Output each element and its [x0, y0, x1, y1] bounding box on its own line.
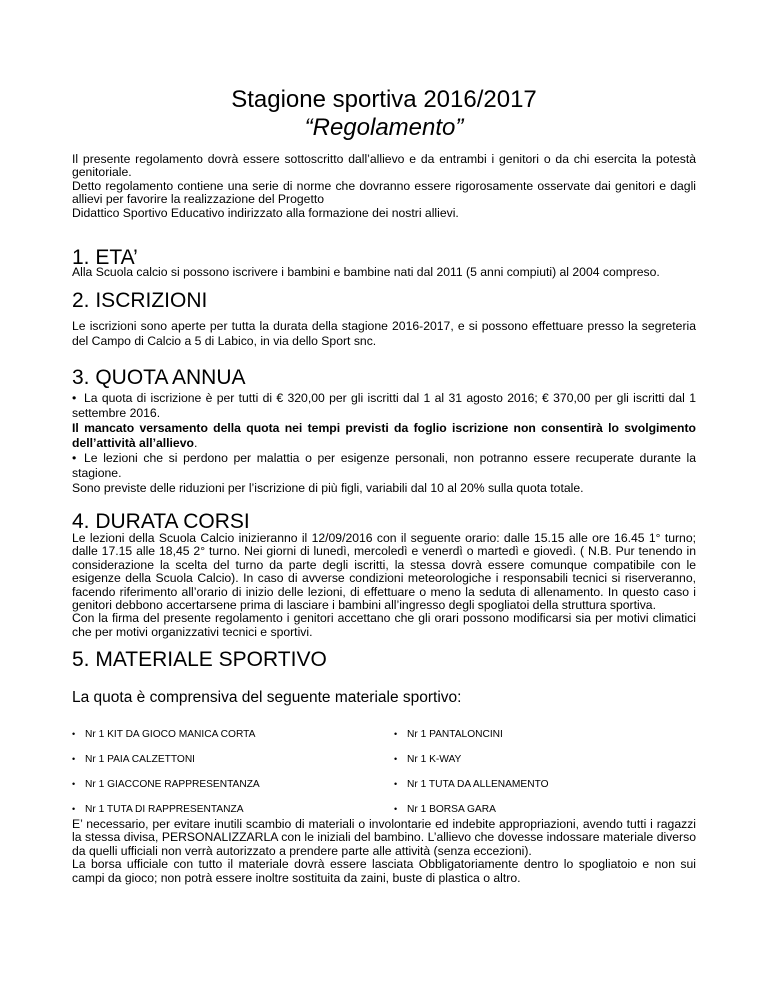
- page-title: Stagione sportiva 2016/2017: [231, 86, 537, 113]
- list-item: [72, 803, 244, 816]
- bullet-icon: •: [72, 754, 76, 764]
- section-body-materiale: [72, 818, 696, 885]
- section-body-quota: [72, 391, 696, 496]
- list-item: [72, 728, 255, 741]
- bullet-icon: •: [394, 804, 398, 814]
- list-item-label: Nr 1 PANTALONCINI: [407, 729, 503, 740]
- section-heading-materiale: 5. MATERIALE SPORTIVO: [72, 648, 327, 671]
- quota-bullet-text: Le lezioni che si perdono per malattia o per esigenze personali, non potranno essere recuperate durante la stagione.: [72, 451, 696, 480]
- materiale-paragraph: La borsa ufficiale con tutto il materiale dovrà essere lasciata Obbligatoriamente dentro lo spogliatoio e non sui campi da gioco; non potrà essere inoltre sostituita da zaini, buste di plastica o altro.: [72, 857, 696, 885]
- quota-warning-text: Il mancato versamento della quota nei tempi previsti da foglio iscrizione non consentirà lo svolgimento dell’attività all’allievo: [72, 421, 696, 450]
- list-item-label: Nr 1 K-WAY: [407, 754, 462, 765]
- bullet-icon: •: [72, 451, 77, 465]
- durata-paragraph: Le lezioni della Scuola Calcio inizieranno il 12/09/2016 con il seguente orario: dalle 15.15 alle ore 16.45 1° turno; dalle 17.15 alle 18,45 2° turno. Nei giorni di lunedì, mercoledì e venerdì o martedì e giovedì. ( N.B. Pur tenendo in considerazione la scelta del turno da parte degli iscritti, la stessa dovrà essere comunque compatibile con le esigenze della Scuola Calcio). In caso di avverse condizioni meteorologiche i responsabili tecnici si riserveranno, facendo riferimento all’orario di inizio delle lezioni, di effettuare o meno la seduta di allenamento. In questo caso i genitori debbono accertarsene prima di lasciare i bambini all’ingresso degli spogliatoi della struttura sportiva.: [72, 531, 696, 613]
- bullet-icon: •: [72, 779, 76, 789]
- intro-paragraph: Il presente regolamento dovrà essere sottoscritto dall’allievo e da entrambi i genitori o da chi esercita la potestà genitoriale.: [72, 152, 696, 180]
- bullet-icon: •: [394, 754, 398, 764]
- page-subtitle: “Regolamento”: [304, 114, 464, 141]
- list-item-label: Nr 1 KIT DA GIOCO MANICA CORTA: [85, 729, 256, 740]
- list-item-label: Nr 1 TUTA DA ALLENAMENTO: [407, 779, 549, 790]
- section-body-durata: [72, 532, 696, 639]
- durata-paragraph: Con la firma del presente regolamento i genitori accettano che gli orari possono modificarsi sia per motivi climatici che per motivi organizzativi tecnici e sportivi.: [72, 611, 696, 639]
- list-item: [394, 803, 496, 816]
- bullet-icon: •: [394, 729, 398, 739]
- intro-paragraph: Detto regolamento contiene una serie di norme che dovranno essere rigorosamente osservate dai genitori e dagli allievi per favorire la realizzazione del Progetto: [72, 178, 696, 207]
- section-text-eta: Alla Scuola calcio si possono iscrivere i bambini e bambine nati dal 2011 (5 anni compiuti) al 2004 compreso.: [72, 265, 660, 279]
- list-item: [72, 778, 260, 791]
- list-item: [394, 753, 461, 766]
- bullet-icon: •: [72, 391, 77, 405]
- intro-text: [72, 153, 696, 220]
- list-item-label: Nr 1 BORSA GARA: [407, 804, 496, 815]
- quota-bullet: [72, 451, 696, 481]
- list-item: [72, 753, 195, 766]
- quota-warning: [72, 421, 696, 451]
- quota-riduzioni: Sono previste delle riduzioni per l’iscrizione di più figli, variabili dal 10 al 20% sulla quota totale.: [72, 481, 584, 495]
- section-heading-durata: 4. DURATA CORSI: [72, 510, 250, 533]
- list-item: [394, 778, 549, 791]
- section-heading-iscrizioni: 2. ISCRIZIONI: [72, 289, 208, 312]
- bullet-icon: •: [72, 729, 76, 739]
- list-item-label: Nr 1 TUTA DI RAPPRESENTANZA: [85, 804, 244, 815]
- intro-paragraph: Didattico Sportivo Educativo indirizzato alla formazione dei nostri allievi.: [72, 205, 459, 220]
- list-item-label: Nr 1 GIACCONE RAPPRESENTANZA: [85, 779, 260, 790]
- list-item-label: Nr 1 PAIA CALZETTONI: [85, 754, 196, 765]
- materiale-lead: La quota è comprensiva del seguente materiale sportivo:: [72, 689, 462, 706]
- materiale-paragraph: E’ necessario, per evitare inutili scambio di materiali o involontarie ed indebite appropriazioni, avendo tutti i ragazzi la stessa divisa, PERSONALIZZARLA con le iniziali del bambino. L’allievo che dovesse indossare materiale diverso da quelli ufficiali non verrà autorizzato a prendere parte alle attività (senza eccezioni).: [72, 817, 696, 858]
- bullet-icon: •: [394, 779, 398, 789]
- quota-bullet-text: La quota di iscrizione è per tutti di € 320,00 per gli iscritti dal 1 al 31 agosto 2016; € 370,00 per gli iscritti dal 1 settembre 2016.: [72, 391, 696, 420]
- section-heading-eta: 1. ETA’: [72, 246, 138, 269]
- section-text-iscrizioni: Le iscrizioni sono aperte per tutta la durata della stagione 2016-2017, e si possono effettuare presso la segreteria del Campo di Calcio a 5 di Labico, in via dello Sport snc.: [72, 319, 696, 348]
- quota-bullet: [72, 391, 696, 421]
- quota-warning-end: .: [193, 436, 198, 450]
- section-heading-quota: 3. QUOTA ANNUA: [72, 366, 246, 389]
- list-item: [394, 728, 503, 741]
- bullet-icon: •: [72, 804, 76, 814]
